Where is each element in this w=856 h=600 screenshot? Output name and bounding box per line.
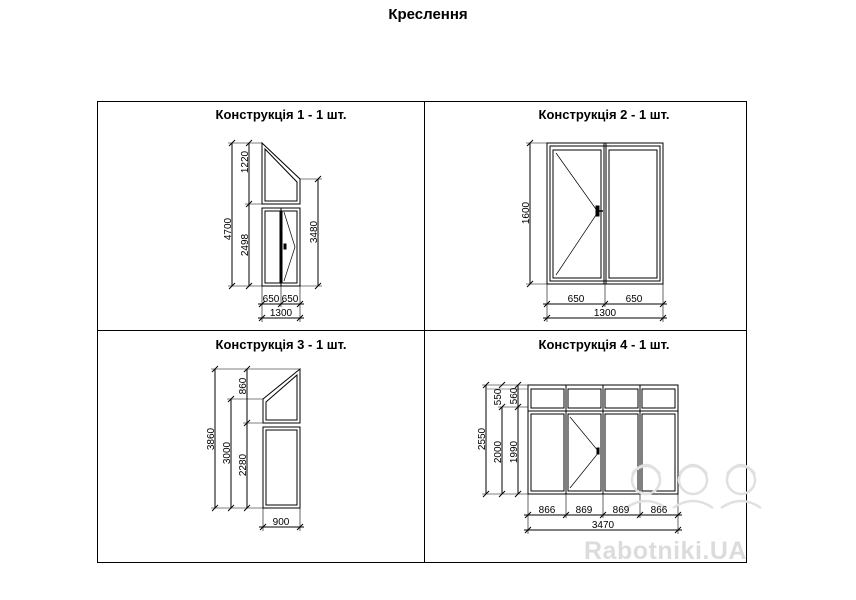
c4-dim-height-2000: 2000 [493,440,504,464]
c3-dim-width: 900 [272,517,290,528]
c1-dim-top-height: 1220 [240,150,251,174]
c2-dim-width-right: 650 [625,294,643,305]
c4-dim-w1: 866 [538,505,556,516]
construction-3-title: Конструкція 3 - 1 шт. [215,337,347,352]
c3-dim-mid-height: 3000 [222,441,233,465]
c4-dim-top-550: 550 [493,388,504,406]
c4-dim-total-height: 2550 [477,427,488,451]
c3-dim-top-height: 860 [238,377,249,395]
c3-dim-total-height: 3860 [206,427,217,451]
c3-dim-bottom-height: 2280 [238,453,249,477]
c1-dim-width-left: 650 [262,294,280,305]
watermark-helmets-icon [626,465,761,508]
c1-dim-total-width: 1300 [269,308,293,319]
page-title: Креслення [388,6,468,23]
construction-4-title: Конструкція 4 - 1 шт. [538,337,670,352]
c1-dim-width-right: 650 [281,294,299,305]
construction-2-drawing [526,140,667,322]
c4-dim-top-560: 560 [509,387,520,405]
c4-dim-w3: 869 [612,505,630,516]
c4-dim-w4: 866 [650,505,668,516]
construction-1-title: Конструкція 1 - 1 шт. [215,107,347,122]
c4-dim-w2: 869 [575,505,593,516]
c2-dim-height: 1600 [521,201,532,225]
c4-dim-height-1990: 1990 [509,440,520,464]
c1-dim-bottom-height: 2498 [240,233,251,257]
watermark: Rabotniki.UA [584,537,747,565]
construction-2-title: Конструкція 2 - 1 шт. [538,107,670,122]
c1-dim-total-height: 4700 [223,217,234,241]
c4-dim-total-width: 3470 [591,520,615,531]
c2-dim-width-left: 650 [567,294,585,305]
c2-dim-total-width: 1300 [593,308,617,319]
c1-dim-right-height: 3480 [309,220,320,244]
